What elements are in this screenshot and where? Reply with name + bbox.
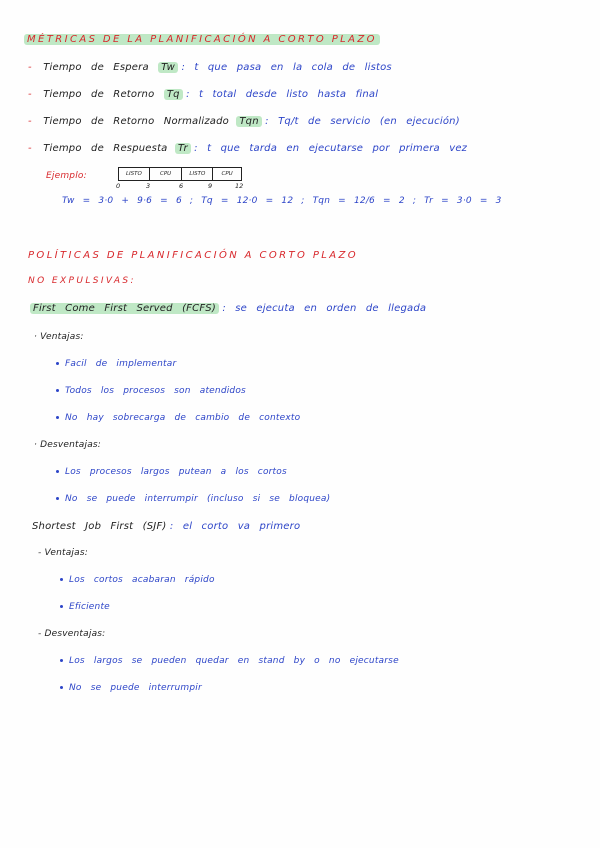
timeline-diagram [118, 167, 242, 181]
metric-item [28, 89, 378, 100]
fcfs-line [30, 303, 426, 314]
list-item-text: Los largos se pueden quedar en stand by o no ejecutarse [69, 656, 399, 666]
metric-symbol: Tr [175, 143, 191, 154]
fcfs-name: First Come First Served (FCFS) [30, 303, 219, 314]
metric-symbol: Tw [158, 62, 178, 73]
list-item-text: No se puede interrumpir [69, 683, 202, 693]
metric-name: Tiempo de Espera [43, 62, 149, 73]
sjf-line [32, 521, 300, 532]
policies-title: POLÍTICAS DE PLANIFICACIÓN A CORTO PLAZO [28, 250, 359, 261]
metric-dash: - [28, 143, 32, 154]
metrics-title [24, 34, 380, 45]
list-item-text: Todos los procesos son atendidos [65, 386, 246, 396]
sjf-description: : el corto va primero [169, 521, 301, 532]
metrics-title-text: MÉTRICAS DE LA PLANIFICACIÓN A CORTO PLAZO [24, 34, 380, 45]
metric-definition: : t que pasa en la cola de listos [181, 62, 392, 73]
list-item-text: Eficiente [69, 602, 110, 612]
list-item [60, 656, 399, 666]
sjf-advantages-title: - Ventajas: [38, 548, 88, 558]
metric-dash: - [28, 89, 32, 100]
metric-definition: : Tq/t de servicio (en ejecución) [265, 116, 460, 127]
list-item [60, 683, 202, 693]
non-preemptive-heading: NO EXPULSIVAS: [28, 276, 136, 286]
timeline-cell: LISTO [119, 168, 150, 180]
metric-dash: - [28, 62, 32, 73]
sjf-disadvantages-title: - Desventajas: [38, 629, 106, 639]
timeline-tick: 3 [146, 182, 151, 190]
list-item [56, 467, 287, 477]
list-item [60, 575, 215, 585]
metric-symbol: Tq [164, 89, 183, 100]
sjf-name: Shortest Job First (SJF) [32, 521, 167, 532]
fcfs-disadvantages-title: · Desventajas: [34, 440, 102, 450]
list-item-text: No hay sobrecarga de cambio de contexto [65, 413, 301, 423]
metric-symbol: Tqn [236, 116, 261, 127]
list-item [60, 602, 110, 612]
list-item-text: Facil de implementar [65, 359, 177, 369]
metric-name: Tiempo de Retorno [43, 89, 155, 100]
example-formulas: Tw = 3·0 + 9·6 = 6 ; Tq = 12·0 = 12 ; Tqn = 12/6 = 2 ; Tr = 3·0 = 3 [62, 196, 502, 206]
metric-name: Tiempo de Retorno Normalizado [43, 116, 229, 127]
timeline-cell: CPU [221, 171, 233, 177]
fcfs-advantages-title: · Ventajas: [34, 332, 84, 342]
list-item [56, 494, 330, 504]
timeline-tick: 0 [116, 182, 121, 190]
metric-name: Tiempo de Respuesta [43, 143, 168, 154]
metric-definition: : t que tarda en ejecutarse por primera vez [194, 143, 468, 154]
list-item-text: No se puede interrumpir (incluso si se bloquea) [65, 494, 331, 504]
metric-item [28, 62, 392, 73]
metric-item [28, 116, 460, 127]
list-item [56, 413, 300, 423]
list-item [56, 359, 176, 369]
timeline-tick: 6 [179, 182, 184, 190]
metric-definition: : t total desde listo hasta final [186, 89, 379, 100]
metric-item [28, 143, 467, 154]
list-item [56, 386, 246, 396]
timeline-tick: 12 [235, 182, 244, 190]
list-item-text: Los cortos acabaran rápido [69, 575, 215, 585]
timeline-cell: CPU [150, 168, 183, 180]
metric-dash: - [28, 116, 32, 127]
timeline-cell: LISTO [182, 168, 213, 180]
list-item-text: Los procesos largos putean a los cortos [65, 467, 287, 477]
example-label: Ejemplo: [46, 171, 87, 181]
fcfs-description: : se ejecuta en orden de llegada [222, 303, 427, 314]
timeline-tick: 9 [208, 182, 213, 190]
